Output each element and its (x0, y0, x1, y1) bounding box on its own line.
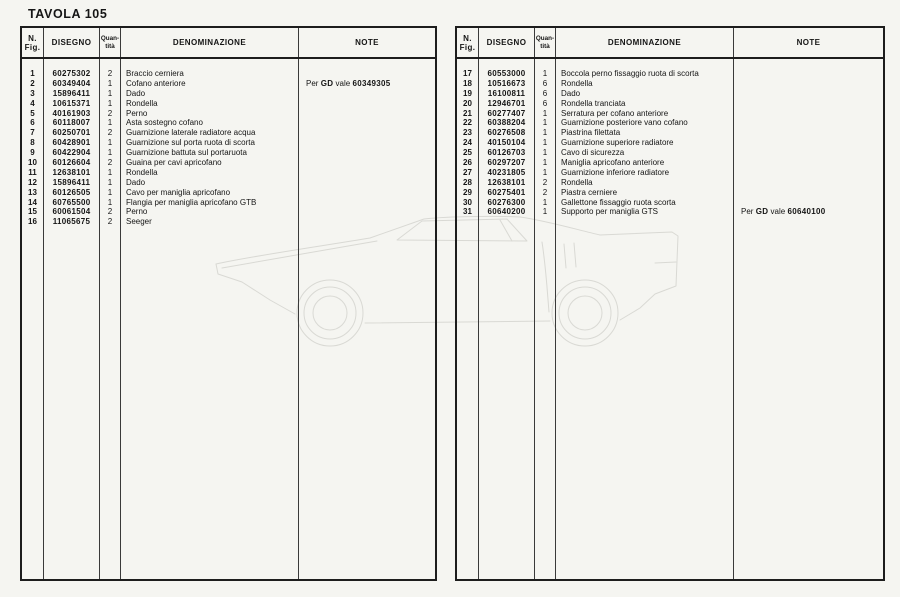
denom-cell: Guarnizione laterale radiatore acqua (126, 128, 256, 138)
qty-cell: 1 (107, 98, 113, 108)
denom-cell: Maniglia apricofano anteriore (561, 158, 665, 168)
qty-cell: 1 (107, 78, 113, 88)
disegno-cell: 60553000 (487, 69, 526, 78)
fig-column (22, 59, 44, 579)
qty-cell: 1 (542, 148, 548, 158)
note-value: 60349305 (352, 79, 391, 88)
disegno-cell: 12638101 (487, 177, 526, 187)
denom-cell: Rondella tranciata (561, 98, 626, 108)
denom-cell: Flangia per maniglia apricofano GTB (126, 197, 257, 207)
col-header-quantita (535, 28, 556, 57)
denom-cell: Guarnizione battuta sul portaruota (126, 148, 247, 158)
disegno-cell: 60250701 (52, 128, 91, 138)
denom-cell: Piastra cerniere (561, 187, 618, 197)
fig-cell: 27 (463, 167, 472, 177)
qty-column (100, 59, 121, 579)
denom-cell: Gallettone fissaggio ruota scorta (561, 197, 676, 207)
disegno-cell: 60276508 (487, 128, 526, 138)
qty-cell: 2 (107, 108, 113, 118)
fig-column (457, 59, 479, 579)
col-header-note: NOTE (355, 38, 379, 47)
denom-cell: Dado (126, 177, 146, 187)
disegno-cell: 10516673 (487, 78, 526, 88)
disegno-cell: 15896411 (52, 88, 91, 98)
qty-cell: 1 (107, 138, 113, 148)
fig-cell: 16 (28, 217, 37, 227)
fig-cell: 17 (463, 69, 472, 78)
fig-cell: 28 (463, 177, 472, 187)
fig-cell: 12 (28, 177, 37, 187)
qty-cell: 1 (107, 88, 113, 98)
denom-cell: Guaina per cavi apricofano (126, 158, 222, 168)
fig-cell: 15 (28, 207, 37, 217)
denom-cell: Rondella (561, 177, 593, 187)
col-header-fig-line1: N. (463, 33, 472, 43)
note-text (306, 79, 390, 89)
table-body (22, 59, 435, 579)
col-header-fig-line2: Fig. (24, 42, 41, 52)
col-header-denominazione: DENOMINAZIONE (121, 28, 299, 57)
denom-cell: Cavo per maniglia apricofano (126, 187, 231, 197)
denom-cell: Rondella (561, 78, 593, 88)
qty-cell: 1 (542, 138, 548, 148)
col-header-quantita (100, 28, 121, 57)
fig-cell: 10 (28, 158, 37, 168)
disegno-cell: 60640200 (487, 207, 526, 217)
denom-cell: Dado (561, 88, 581, 98)
fig-cell: 14 (28, 197, 37, 207)
denom-cell: Seeger (126, 217, 152, 227)
col-header-qty-line1: Quan- (535, 35, 555, 43)
fig-cell: 7 (30, 128, 35, 138)
col-header-qty-line2: tità (540, 42, 550, 50)
denom-cell: Guarnizione posteriore vano cofano (561, 118, 688, 128)
qty-cell: 1 (107, 177, 113, 187)
denom-cell: Rondella (126, 98, 158, 108)
qty-cell: 2 (107, 207, 113, 217)
denom-cell: Cavo di sicurezza (561, 148, 625, 158)
disegno-cell: 15896411 (52, 177, 91, 187)
disegno-cell: 12946701 (487, 98, 526, 108)
denominazione-column (121, 59, 299, 579)
qty-cell: 6 (542, 78, 548, 88)
fig-cell: 2 (30, 78, 35, 88)
fig-cell: 25 (463, 148, 472, 158)
col-header-note: NOTE (796, 38, 821, 47)
disegno-cell: 60276300 (487, 197, 526, 207)
fig-cell: 5 (30, 108, 35, 118)
col-header-fig (22, 28, 44, 57)
col-header-fig-line2: Fig. (459, 42, 476, 52)
denom-cell: Supporto per maniglia GTS (561, 207, 658, 217)
qty-cell: 1 (542, 118, 548, 128)
disegno-cell: 60428901 (52, 138, 91, 148)
col-header-fig (457, 28, 479, 57)
disegno-cell: 60118007 (52, 118, 91, 128)
disegno-cell: 60126505 (52, 187, 91, 197)
note-text (741, 207, 825, 217)
qty-cell: 2 (107, 217, 113, 227)
qty-cell: 2 (107, 69, 113, 78)
col-header-qty-line1: Quan- (100, 35, 120, 43)
qty-cell: 1 (107, 118, 113, 128)
note-mid: vale (335, 79, 351, 88)
fig-cell: 8 (30, 138, 35, 148)
note-code: GD (755, 207, 769, 216)
disegno-column (479, 59, 535, 579)
qty-cell: 2 (107, 128, 113, 138)
disegno-cell: 60297207 (487, 158, 526, 168)
qty-column (535, 59, 556, 579)
qty-cell: 2 (542, 177, 548, 187)
parts-table-left (20, 26, 437, 581)
table-header-row (22, 28, 435, 59)
col-header-disegno: DISEGNO (479, 28, 535, 57)
qty-cell: 2 (542, 187, 548, 197)
denom-cell: Braccio cerniera (126, 69, 184, 78)
fig-cell: 13 (28, 187, 37, 197)
qty-cell: 1 (542, 158, 548, 168)
denom-cell: Guarnizione sul porta ruota di scorta (126, 138, 255, 148)
qty-cell: 1 (542, 167, 548, 177)
disegno-column (44, 59, 100, 579)
fig-cell: 30 (463, 197, 472, 207)
fig-cell: 1 (30, 69, 35, 78)
disegno-cell: 60275302 (52, 69, 91, 78)
fig-cell: 18 (463, 78, 472, 88)
denom-cell: Guarnizione inferiore radiatore (561, 167, 670, 177)
fig-cell: 4 (30, 98, 35, 108)
fig-cell: 20 (463, 98, 472, 108)
disegno-cell: 60765500 (52, 197, 91, 207)
disegno-cell: 60061504 (52, 207, 91, 217)
disegno-cell: 60126604 (52, 158, 91, 168)
disegno-cell: 40150104 (487, 138, 526, 148)
fig-cell: 9 (30, 148, 35, 158)
qty-cell: 1 (542, 108, 548, 118)
denom-cell: Boccola perno fissaggio ruota di scorta (561, 69, 699, 78)
qty-cell: 1 (107, 167, 113, 177)
disegno-cell: 60388204 (487, 118, 526, 128)
table-body (457, 59, 883, 579)
col-header-disegno: DISEGNO (44, 28, 100, 57)
note-column (299, 59, 435, 579)
disegno-cell: 11065675 (52, 217, 91, 227)
qty-cell: 1 (107, 148, 113, 158)
denom-cell: Asta sostegno cofano (126, 118, 203, 128)
denom-cell: Rondella (126, 167, 158, 177)
disegno-cell: 60126703 (487, 148, 526, 158)
denom-cell: Perno (126, 207, 148, 217)
col-header-denominazione: DENOMINAZIONE (556, 28, 734, 57)
disegno-cell: 60349404 (52, 78, 91, 88)
table-header-row (457, 28, 883, 59)
fig-cell: 23 (463, 128, 472, 138)
qty-cell: 6 (542, 88, 548, 98)
note-column (734, 59, 883, 579)
page-title: TAVOLA 105 (28, 7, 108, 21)
disegno-cell: 10615371 (52, 98, 91, 108)
qty-cell: 1 (542, 128, 548, 138)
denom-cell: Cofano anteriore (126, 78, 186, 88)
qty-cell: 1 (542, 69, 548, 78)
fig-cell: 26 (463, 158, 472, 168)
fig-cell: 21 (463, 108, 472, 118)
denom-cell: Piastrina filettata (561, 128, 621, 138)
fig-cell: 11 (28, 167, 37, 177)
col-header-qty-line2: tità (105, 42, 115, 50)
qty-cell: 6 (542, 98, 548, 108)
disegno-cell: 16100811 (487, 88, 526, 98)
disegno-cell: 12638101 (52, 167, 91, 177)
disegno-cell: 60275401 (487, 187, 526, 197)
qty-cell: 1 (542, 197, 548, 207)
col-header-fig-line1: N. (28, 33, 37, 43)
qty-cell: 1 (542, 207, 548, 217)
denominazione-column (556, 59, 734, 579)
note-pre: Per (741, 207, 754, 216)
fig-cell: 24 (463, 138, 472, 148)
note-code: GD (320, 79, 334, 88)
qty-cell: 1 (107, 197, 113, 207)
fig-cell: 29 (463, 187, 472, 197)
disegno-cell: 40161903 (52, 108, 91, 118)
fig-cell: 3 (30, 88, 35, 98)
note-mid: vale (770, 207, 786, 216)
denom-cell: Perno (126, 108, 148, 118)
qty-cell: 2 (107, 158, 113, 168)
fig-cell: 6 (30, 118, 35, 128)
denom-cell: Guarnizione superiore radiatore (561, 138, 674, 148)
note-value: 60640100 (787, 207, 826, 216)
fig-cell: 31 (463, 207, 472, 217)
disegno-cell: 40231805 (487, 167, 526, 177)
disegno-cell: 60422904 (52, 148, 91, 158)
denom-cell: Serratura per cofano anteriore (561, 108, 669, 118)
denom-cell: Dado (126, 88, 146, 98)
disegno-cell: 60277407 (487, 108, 526, 118)
fig-cell: 22 (463, 118, 472, 128)
note-pre: Per (306, 79, 319, 88)
parts-table-right (455, 26, 885, 581)
qty-cell: 1 (107, 187, 113, 197)
fig-cell: 19 (463, 88, 472, 98)
